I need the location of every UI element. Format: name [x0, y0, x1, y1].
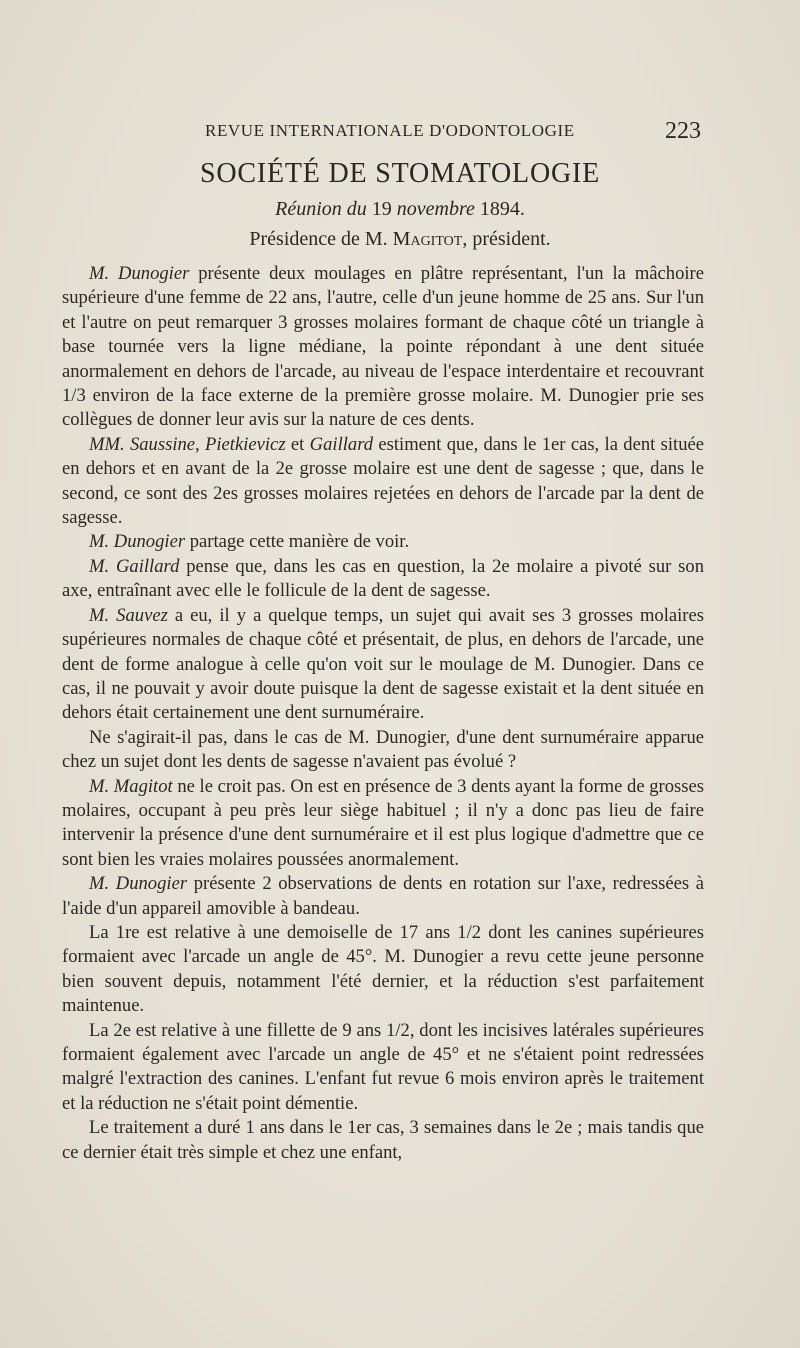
presidence-suffix: , président.	[462, 228, 551, 250]
connector: et	[285, 433, 310, 455]
paragraph-text: a eu, il y a quelque temps, un sujet qui avait ses 3 grosses molaires supérieures normales de chaque côté et présentait, de plus, en dehors de l'arcade, une dent de forme analogue à celle qu'on voit sur le moulage de M. Dunogier. Dans ce cas, il ne pouvait y avoir doute puisque la dent de sagesse existait et la dent située en dehors était certainement une dent surnuméraire.	[62, 604, 704, 724]
paragraph	[62, 921, 704, 1019]
speaker: MM. Saussine, Pietkievicz	[89, 433, 286, 455]
paragraph	[62, 1019, 704, 1117]
meeting-month: novembre	[396, 198, 475, 220]
meeting-date	[0, 198, 800, 221]
paragraph	[62, 555, 704, 604]
paragraph	[62, 433, 704, 531]
page-number: 223	[665, 118, 701, 144]
paragraph-text: pense que, dans les cas en question, la 2e molaire a pivoté sur son axe, entraînant avec elle le follicule de la dent de sagesse.	[62, 555, 704, 602]
paragraph-text: partage cette manière de voir.	[185, 531, 410, 553]
paragraph-text: estiment que, dans le 1er cas, la dent située en dehors et en avant de la 2e grosse molaire est une dent de sagesse ; que, dans le second, ce sont des 2es grosses molaires rejetées en dehors de l'arcade par la dent de sagesse.	[62, 433, 705, 529]
paragraph	[62, 726, 704, 775]
paragraph-text: présente deux moulages en plâtre représentant, l'un la mâchoire supérieure d'une femme de 22 ans, l'autre, celle d'un jeune homme de 25 ans. Sur l'un et l'autre on peut remarquer 3 grosses molaires formant de chaque côté un triangle à base tournée vers la ligne médiane, la pointe répondant à une dent située anormalement en dehors de l'arcade, au niveau de l'espace interdentaire et recouvrant 1/3 environ de la face externe de la première grosse molaire. M. Dunogier prie ses collègues de donner leur avis sur la nature de ces dents.	[62, 263, 704, 431]
president-name: Magitot	[392, 228, 463, 250]
presidence-prefix: Présidence de M.	[249, 228, 388, 250]
paragraph	[62, 530, 704, 554]
paragraph	[62, 604, 704, 726]
speaker: M. Gaillard	[89, 555, 180, 577]
paragraph	[62, 262, 704, 433]
speaker: M. Dunogier	[89, 263, 190, 284]
speaker: M. Dunogier	[89, 873, 188, 895]
paragraph	[62, 1116, 704, 1165]
meeting-label: Réunion du	[275, 198, 367, 220]
paragraph-text: Le traitement a duré 1 ans dans le 1er cas, 3 semaines dans le 2e ; mais tandis que ce dernier était très simple et chez une enfant,	[62, 1117, 704, 1163]
paragraph	[62, 775, 704, 873]
meeting-year: 1894.	[479, 198, 525, 220]
running-head: REVUE INTERNATIONALE D'ODONTOLOGIE	[205, 121, 575, 140]
paragraph-text: ne le croit pas. On est en présence de 3 dents ayant la forme de grosses molaires, occupant à peu près leur siège habituel ; il n'y a donc pas lieu de faire intervenir la présence d'une dent surnuméraire et il est plus logique d'admettre que ce sont bien les vraies molaires poussées anormalement.	[62, 775, 704, 870]
speaker: M. Dunogier	[89, 531, 186, 553]
presidence-line	[0, 228, 800, 251]
page-header	[199, 118, 701, 150]
section-title: SOCIÉTÉ DE STOMATOLOGIE	[199, 158, 601, 189]
paragraph-text: La 2e est relative à une fillette de 9 ans 1/2, dont les incisives latérales supérieures formaient également avec l'arcade un angle de 45° et ne s'étaient point redressées malgré l'extraction des canines. L'enfant fut revue 6 mois environ après le traitement et la réduction ne s'était point démentie.	[62, 1019, 704, 1114]
paragraph-text: Ne s'agirait-il pas, dans le cas de M. Dunogier, d'une dent surnuméraire apparue chez un sujet dont les dents de sagesse n'avaient pas évolué ?	[62, 726, 704, 773]
meeting-day: 19	[371, 198, 392, 220]
speaker: M. Magitot	[89, 775, 173, 797]
speaker: Gaillard	[309, 433, 374, 455]
paragraph-text: présente 2 observations de dents en rotation sur l'axe, redressées à l'aide d'un appareil amovible à bandeau.	[62, 873, 704, 919]
paragraph	[62, 872, 704, 921]
minutes-body	[62, 262, 704, 1165]
paragraph-text: La 1re est relative à une demoiselle de 17 ans 1/2 dont les canines supérieures formaient avec l'arcade un angle de 45°. M. Dunogier a revu cette jeune personne bien souvent depuis, notamment l'été dernier, et la réduction s'est parfaitement maintenue.	[62, 921, 704, 1017]
speaker: M. Sauvez	[89, 604, 168, 626]
